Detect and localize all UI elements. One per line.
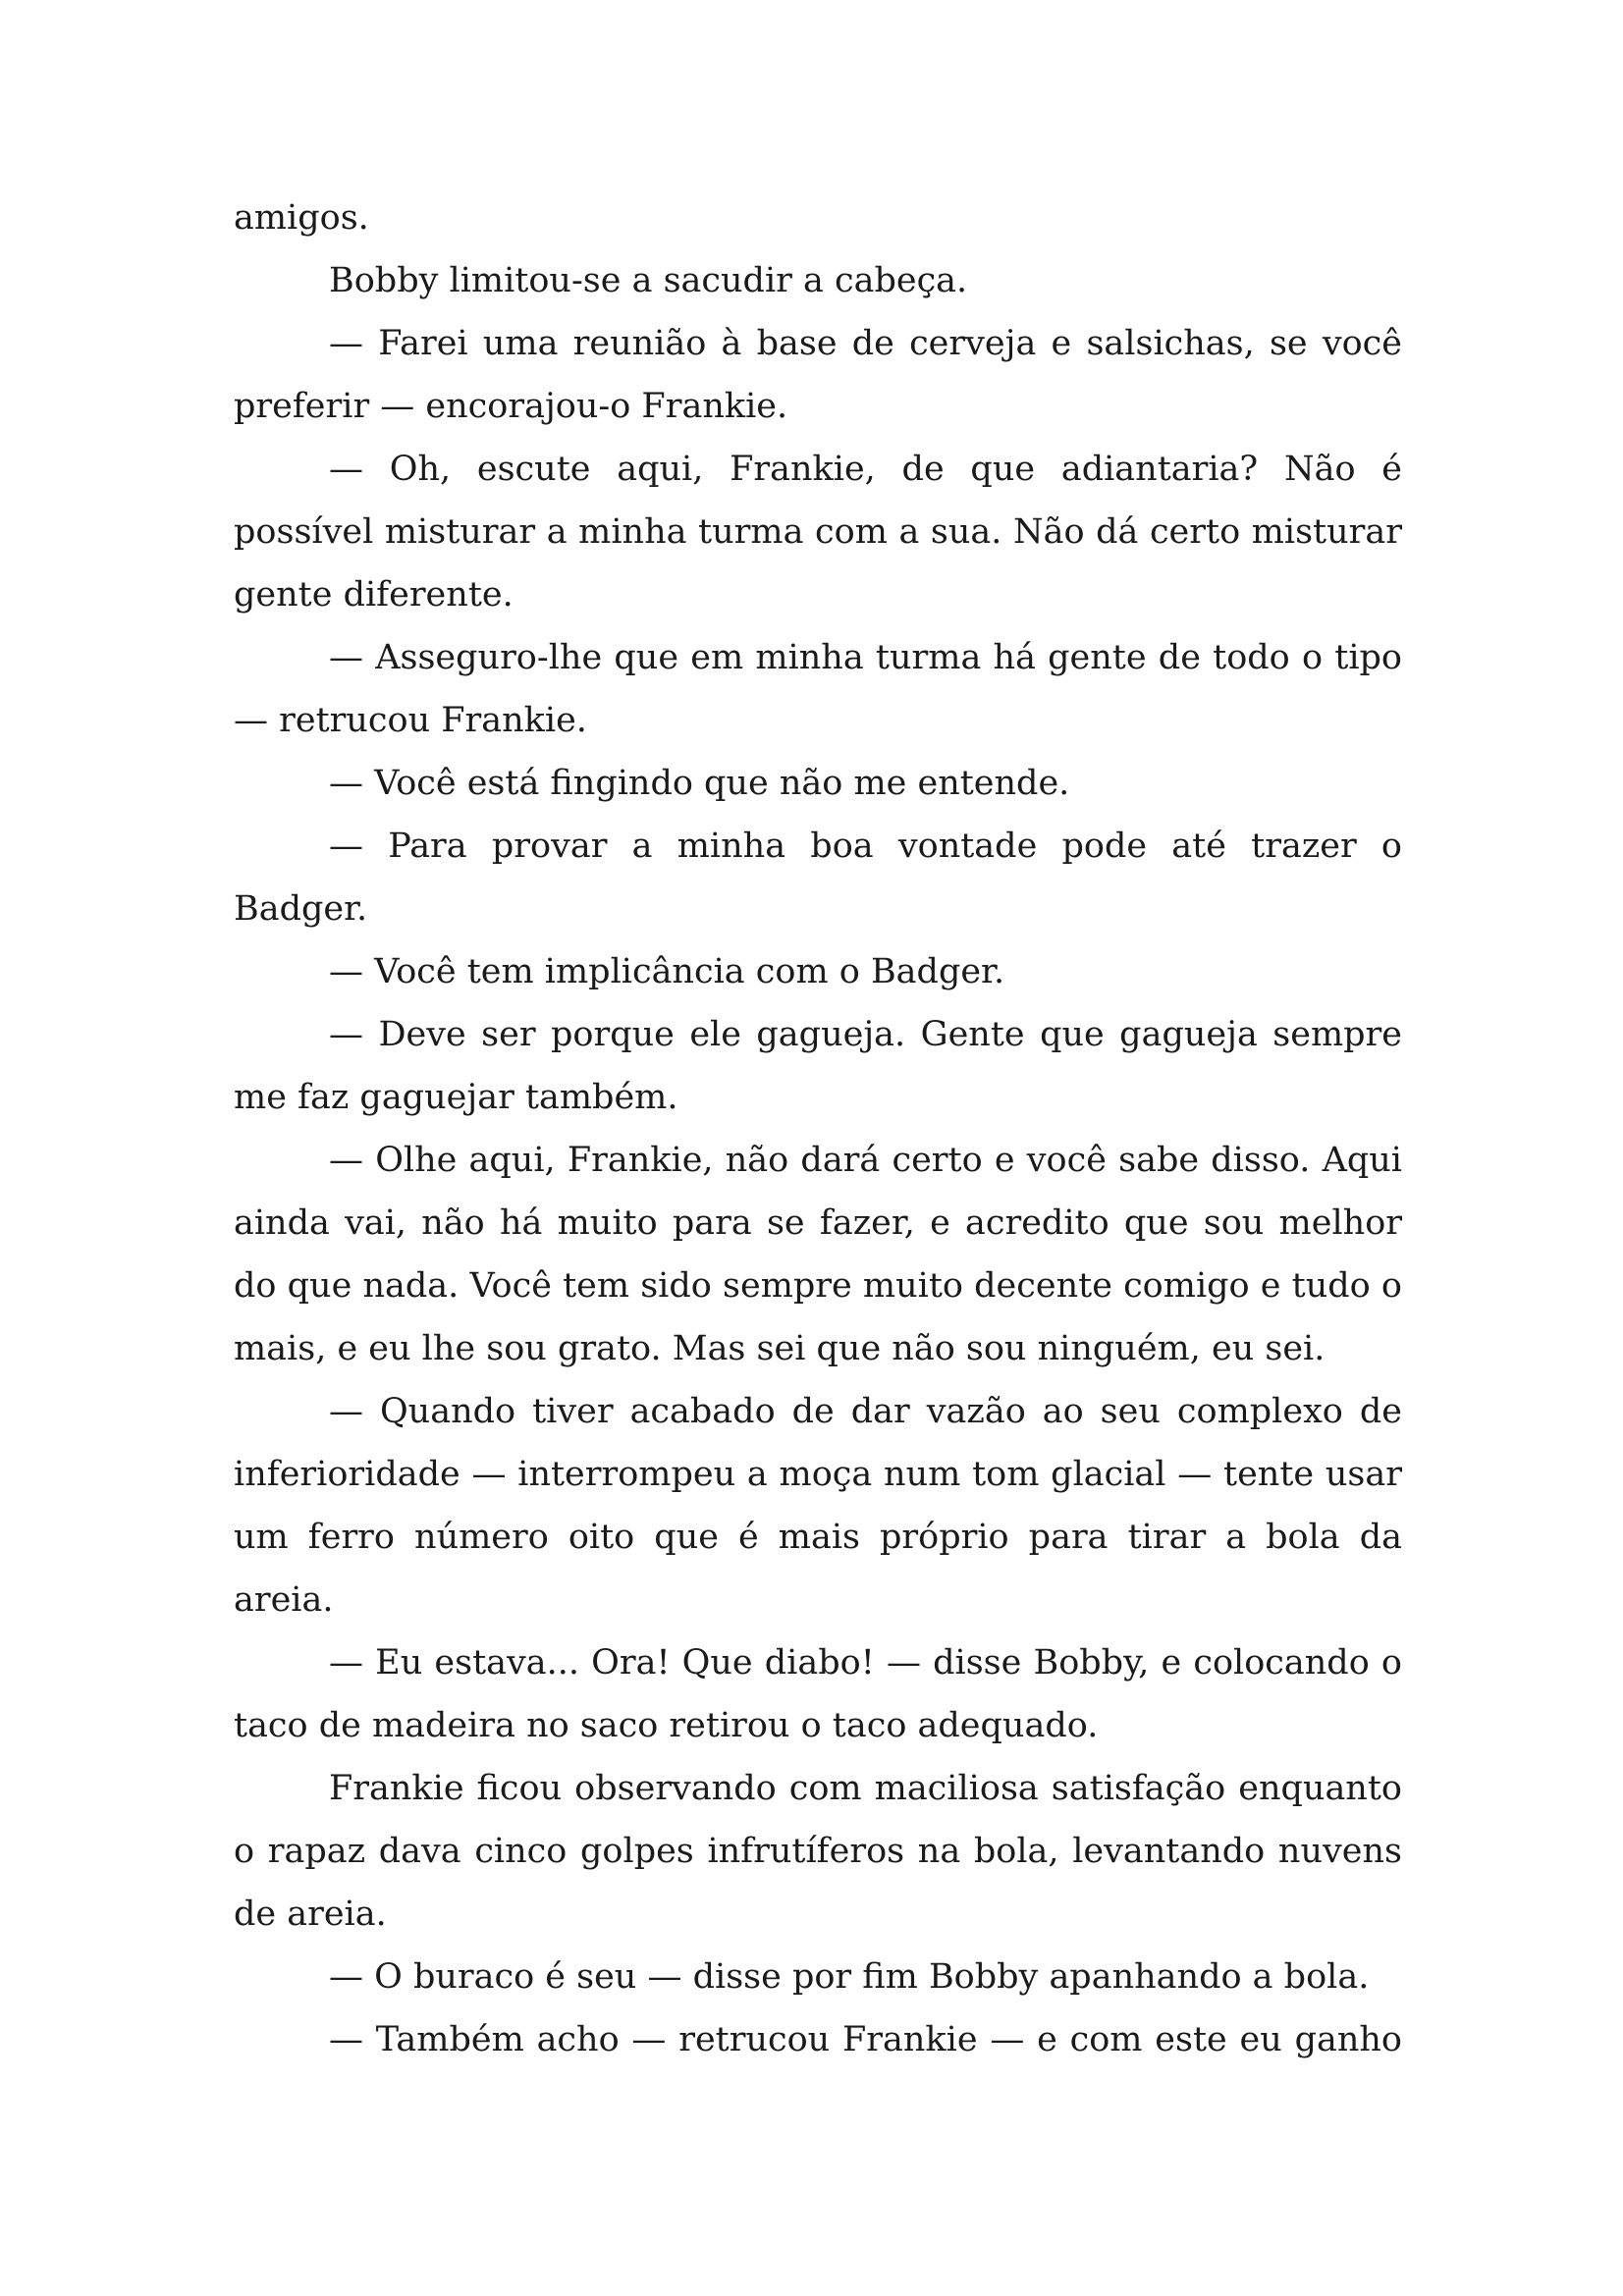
paragraph: Frankie ficou observando com maciliosa satisfação enquanto o rapaz dava cinco golpes infrutíferos na bola, levantando nuvens de areia. — [234, 1769, 1402, 1934]
paragraph: — Para provar a minha boa vontade pode até trazer o Badger. — [234, 827, 1402, 929]
paragraph: — Asseguro-lhe que em minha turma há gente de todo o tipo — retrucou Frankie. — [234, 638, 1402, 740]
paragraph: — Oh, escute aqui, Frankie, de que adiantaria? Não é possível misturar a minha turma com a sua. Não dá certo misturar gente diferente. — [234, 450, 1402, 614]
paragraph: — Quando tiver acabado de dar vazão ao seu complexo de inferioridade — interrompeu a moça num tom glacial — tente usar um ferro número oito que é mais próprio para tirar a bola da areia. — [234, 1392, 1402, 1620]
paragraph: — Você tem implicância com o Badger. — [329, 952, 1005, 991]
paragraph: Bobby limitou-se a sacudir a cabeça. — [329, 261, 968, 300]
paragraph-last-continued: — Também acho — retrucou Frankie — e com este eu ganho — [329, 2020, 1402, 2059]
paragraph: amigos. — [234, 198, 369, 238]
paragraph: — Deve ser porque ele gagueja. Gente que gagueja sempre me faz gaguejar também. — [234, 1015, 1402, 1117]
paragraph: — Farei uma reunião à base de cerveja e salsichas, se você preferir — encorajou-o Frankie. — [234, 324, 1402, 426]
document-page — [234, 187, 1402, 2071]
paragraph: — Eu estava... Ora! Que diabo! — disse Bobby, e colocando o taco de madeira no saco retirou o taco adequado. — [234, 1643, 1402, 1745]
paragraph: — Olhe aqui, Frankie, não dará certo e você sabe disso. Aqui ainda vai, não há muito para se fazer, e acredito que sou melhor do que nada. Você tem sido sempre muito decente comigo e tudo o mais, e eu lhe sou grato. Mas sei que não sou ninguém, eu sei. — [234, 1141, 1402, 1368]
paragraph: — O buraco é seu — disse por fim Bobby apanhando a bola. — [329, 1957, 1370, 1997]
paragraph: — Você está fingindo que não me entende. — [329, 764, 1070, 803]
